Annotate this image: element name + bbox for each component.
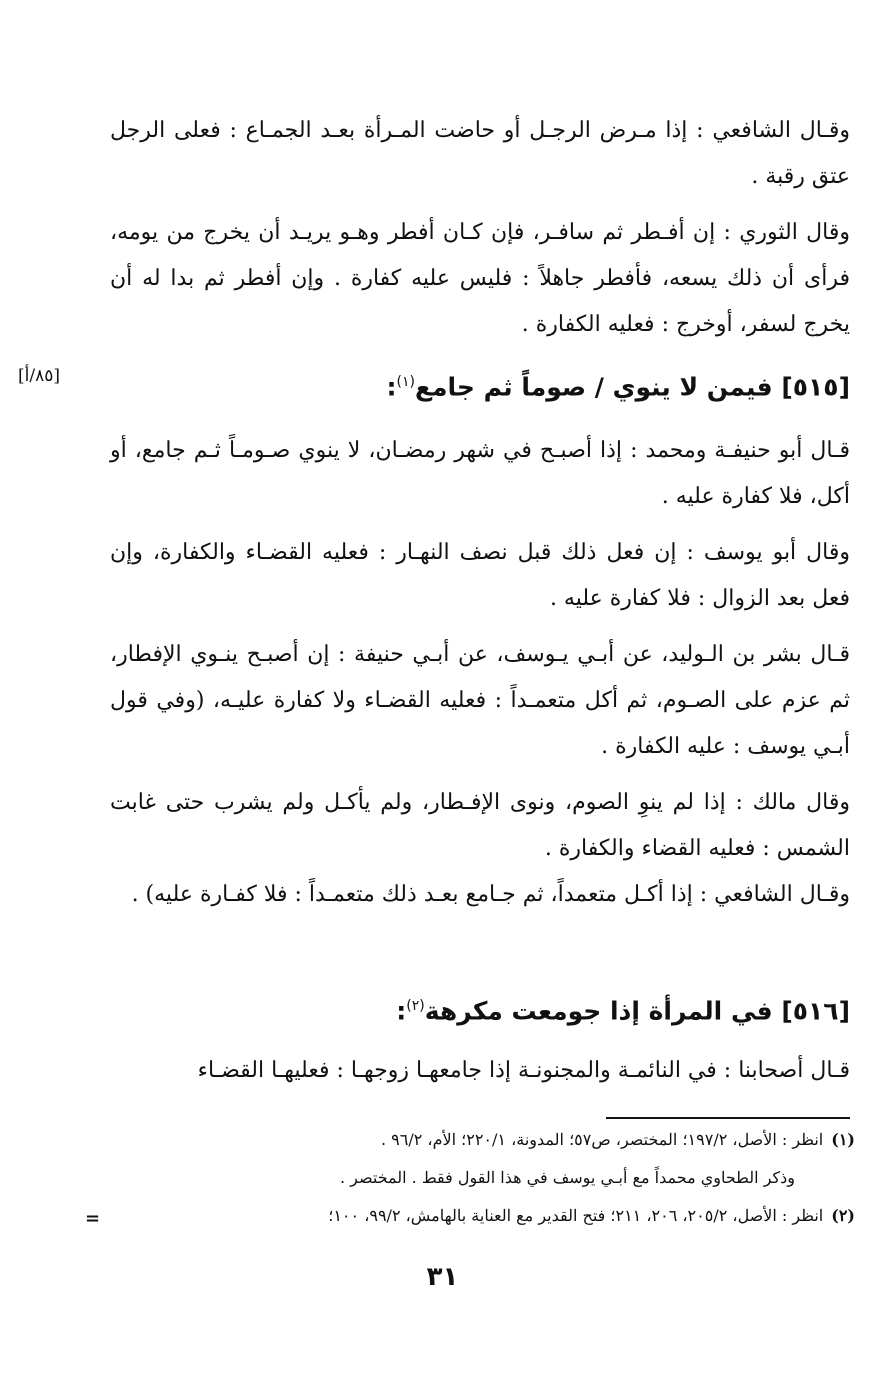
footnote-text: انظر : الأصل، ١٩٧/٢؛ المختصر، ص٥٧؛ المدونة، ٢٢٠/١؛ الأم، ٩٦/٢ . <box>380 1130 824 1149</box>
footnote-divider <box>606 1117 850 1119</box>
section-number: [٥١٥] <box>781 372 850 402</box>
footnote-text: انظر : الأصل، ٢٠٥/٢، ٢٠٦، ٢١١؛ فتح القدير مع العناية بالهامش، ٩٩/٢، ١٠٠؛ <box>328 1206 824 1225</box>
paragraph-abu-hanifa: قـال أبو حنيفـة ومحمد : إذا أصبـح في شهر رمضـان، لا ينوي صـومـاً ثـم جامع، أو أكل، فلا كفارة عليه . <box>110 438 850 509</box>
section-number: [٥١٦] <box>781 996 850 1026</box>
section-heading-515 <box>387 362 850 407</box>
paragraph-shafii-eating: وقـال الشافعي : إذا أكـل متعمداً، ثم جـامع بعـد ذلك متعمـداً : فلا كفـارة عليه) . <box>131 882 850 907</box>
footnote-ref: (١) <box>396 374 415 390</box>
page-number: ٣١ <box>426 1262 459 1292</box>
footnote-1 <box>110 1128 855 1152</box>
paragraph-abu-yusuf: وقال أبو يوسف : إن فعل ذلك قبل نصف النهـار : فعليه القضـاء والكفارة، وإن فعل بعد الزوال : فلا كفارة عليه . <box>110 540 850 611</box>
paragraph-malik: وقال مالك : إذا لم ينوِ الصوم، ونوى الإفـطار، ولم يأكـل ولم يشرب حتى غابت الشمس : فعليه القضاء والكفارة . <box>110 790 850 861</box>
paragraph-bishr: قـال بشر بن الـوليد، عن أبـي يـوسف، عن أبـي حنيفة : إن أصبـح ينـوي الإفطار، ثم عزم على الصـوم، ثم أكل متعمـداً : فعليه القضـاء ولا كفارة عليـه، (وفي قول أبـي يوسف : عليه الكفارة . <box>110 642 850 759</box>
paragraph-thawri: وقال الثوري : إن أفـطر ثم سافـر، فإن كـان أفطر وهـو يريـد أن يخرج من يومه، فرأى أن ذلك يسعه، فأفطر جاهلاً : فليس عليه كفارة . وإن أفطر ثم بدا له أن يخرج لسفر، أوخرج : فعليه الكفارة . <box>110 220 850 337</box>
section-title: في المرأة إذا جومعت مكرهة <box>424 996 773 1026</box>
footnote-1-continuation <box>110 1166 795 1190</box>
heading-colon: : <box>386 372 397 402</box>
heading-colon: : <box>396 996 407 1026</box>
footnote-number: (٢) <box>831 1206 855 1225</box>
manuscript-folio-ref: [٨٥/أ] <box>18 366 60 386</box>
footnote-continues-mark: = <box>85 1208 101 1229</box>
section-title: فيمن لا ينوي / صوماً ثم جامع <box>414 372 773 402</box>
footnote-number: (١) <box>831 1130 855 1149</box>
paragraph-ashabuna: قـال أصحابنا : في النائمـة والمجنونـة إذا جامعهـا زوجهـا : فعليهـا القضـاء <box>197 1058 850 1083</box>
footnote-2 <box>110 1204 855 1228</box>
footnote-ref: (٢) <box>406 998 425 1014</box>
paragraph-shafii-menstruation: وقـال الشافعي : إذا مـرض الرجـل أو حاضت المـرأة بعـد الجمـاع : فعلى الرجل عتق رقبة . <box>110 118 850 189</box>
section-heading-516 <box>396 986 850 1031</box>
footnote-text: وذكر الطحاوي محمداً مع أبـي يوسف في هذا القول فقط . المختصر . <box>339 1168 795 1187</box>
